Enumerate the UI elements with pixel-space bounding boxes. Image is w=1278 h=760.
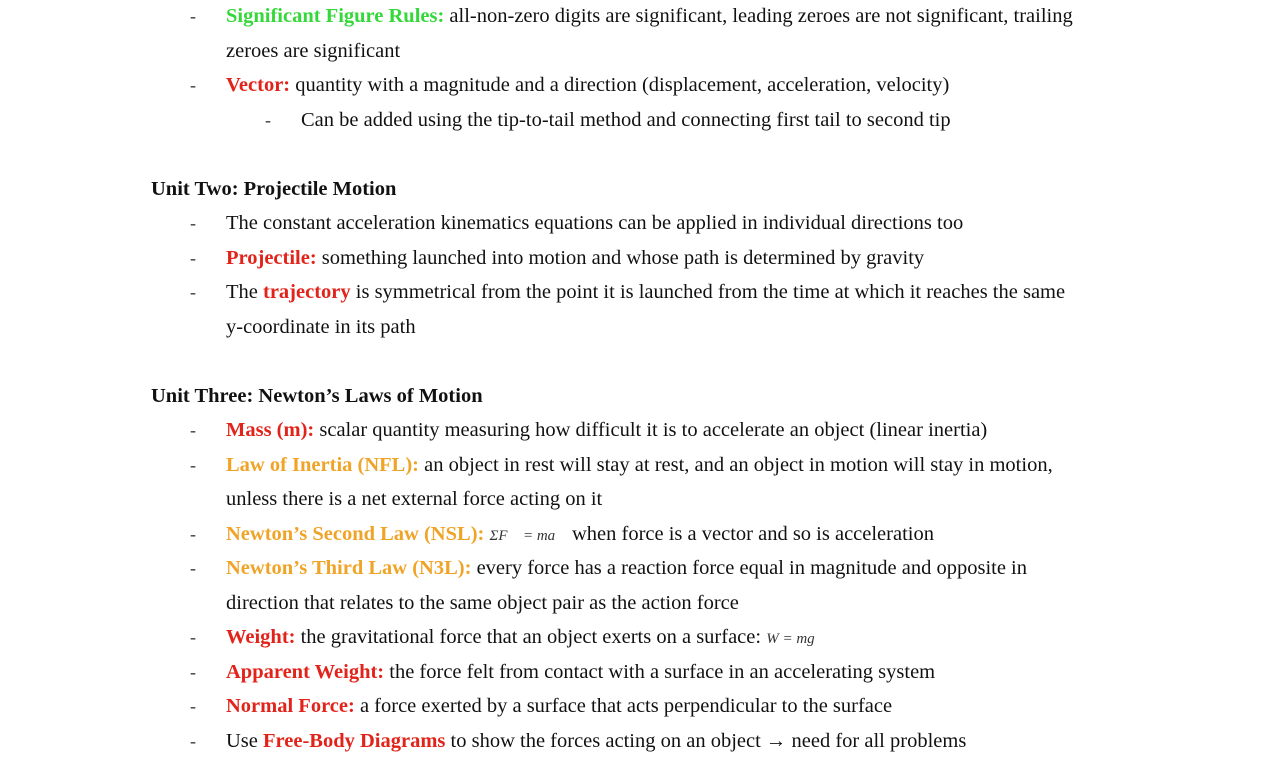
list-item-line — [226, 522, 934, 548]
text-segment: the gravitational force that an object exerts on a surface: — [295, 626, 767, 648]
list-item-line — [226, 729, 966, 753]
text-segment: something launched into motion and whose path is determined by gravity — [316, 246, 925, 269]
term-highlight: Projectile: — [226, 246, 317, 269]
list-item-line — [226, 418, 987, 442]
text-segment: The constant acceleration kinematics equations can be applied in individual directions too — [226, 212, 964, 234]
term-highlight: Free-Body Diagrams — [263, 729, 446, 752]
bullet-dash: - — [265, 109, 271, 130]
term-highlight: Weight: — [226, 626, 296, 648]
term-highlight: Newton’s Second Law (NSL): — [226, 522, 485, 545]
text-segment: y-coordinate in its path — [226, 315, 416, 338]
list-item-line — [226, 660, 935, 684]
text-segment: direction that relates to the same object pair as the action force — [226, 591, 739, 614]
bullet-dash: - — [190, 6, 196, 26]
text-segment: Unit Two: Projectile Motion — [151, 177, 397, 200]
list-item-line — [226, 694, 892, 718]
text-segment: zeroes are significant — [226, 39, 401, 62]
text-segment: all-non-zero digits are significant, leading zeroes are not significant, trailing — [444, 5, 1073, 27]
bullet-dash: - — [190, 454, 196, 475]
bullet-dash: - — [190, 627, 196, 647]
text-segment: unless there is a net external force acting on it — [226, 488, 603, 510]
bullet-dash: - — [190, 523, 196, 544]
bullet-dash: - — [190, 730, 196, 751]
list-item-line — [226, 4, 1073, 28]
text-segment: the force felt from contact with a surface in an accelerating system — [384, 660, 936, 683]
term-highlight: Law of Inertia (NFL): — [226, 453, 420, 476]
term-highlight: trajectory — [263, 281, 351, 303]
bullet-dash: - — [190, 282, 196, 302]
bullet-dash: - — [190, 420, 196, 440]
bullet-dash: - — [190, 75, 196, 95]
term-highlight: Vector: — [226, 74, 291, 96]
text-segment: scalar quantity measuring how difficult it is to accelerate an object (linear inertia) — [314, 419, 988, 441]
term-highlight: Newton’s Third Law (N3L): — [226, 557, 472, 579]
bullet-dash: - — [190, 696, 196, 716]
bullet-dash: - — [190, 558, 196, 578]
text-segment: every force has a reaction force equal in magnitude and opposite in — [471, 557, 1028, 579]
list-item-line — [226, 280, 1065, 304]
list-item-line — [226, 556, 1027, 580]
list-item-line — [226, 487, 602, 511]
list-item-line — [226, 315, 416, 339]
list-item-line — [226, 246, 924, 270]
term-highlight: Apparent Weight: — [226, 660, 385, 683]
term-highlight: Normal Force: — [226, 695, 355, 717]
list-item-line — [301, 108, 951, 132]
text-segment: Use — [226, 729, 264, 752]
section-heading — [151, 177, 396, 201]
list-item-line — [226, 591, 739, 615]
text-segment: when force is a vector and so is acceleration — [566, 522, 934, 545]
term-highlight: Significant Figure Rules: — [226, 5, 445, 27]
math-formula: W = mg — [766, 631, 815, 647]
text-segment: is symmetrical from the point it is launched from the time at which it reaches the same — [350, 281, 1066, 303]
list-item-line — [226, 73, 949, 97]
bullet-dash: - — [190, 247, 196, 268]
text-segment: Unit Three: Newton’s Laws of Motion — [151, 384, 483, 407]
section-heading — [151, 384, 483, 408]
math-formula: ΣF⃗ = ma⃗ — [489, 527, 567, 544]
text-segment: a force exerted by a surface that acts perpendicular to the surface — [354, 695, 893, 717]
text-segment: The — [226, 281, 263, 303]
text-segment: Can be added using the tip-to-tail method and connecting first tail to second tip — [301, 108, 951, 131]
list-item-line — [226, 453, 1053, 477]
bullet-dash: - — [190, 661, 196, 682]
list-item-line — [226, 211, 963, 235]
text-segment: to show the forces acting on an object → need for all problems — [445, 729, 967, 752]
list-item-line — [226, 625, 815, 651]
text-segment: quantity with a magnitude and a direction (displacement, acceleration, velocity) — [290, 74, 950, 96]
text-segment: an object in rest will stay at rest, and an object in motion will stay in motion, — [419, 453, 1053, 476]
term-highlight: Mass (m): — [226, 419, 315, 441]
list-item-line — [226, 39, 400, 63]
bullet-dash: - — [190, 213, 196, 233]
